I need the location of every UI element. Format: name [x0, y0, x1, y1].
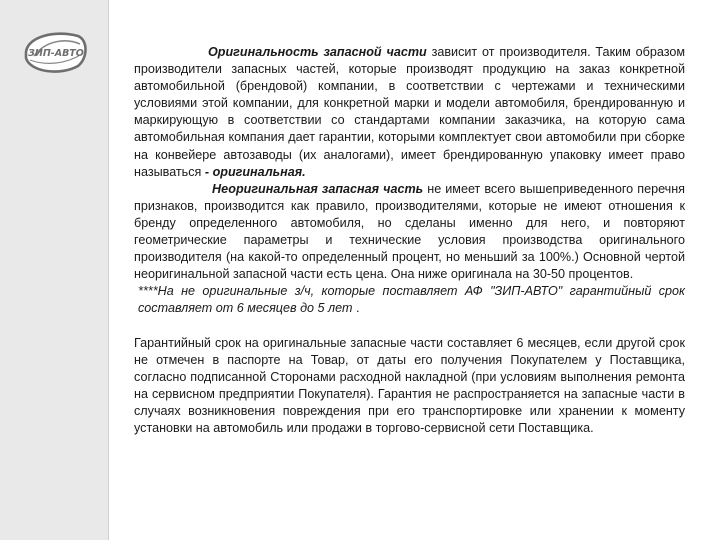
left-sidebar	[0, 0, 108, 540]
term-original-conclusion: - оригинальная.	[204, 164, 306, 179]
company-logo	[20, 28, 90, 76]
company-logo-icon	[20, 28, 90, 76]
warranty-note-text: ****На не оригинальные з/ч, которые поставляет АФ "ЗИП-АВТО" гарантийный срок составляет от 6 месяцев до 5 лет	[138, 284, 685, 316]
paragraph-original-text: зависит от производителя. Таким образом производители запасных частей, которые производят продукцию на заказ конкретной автомобильной (брендовой) компании, в соответствии с чертежами и техническими условиями этой компании, для конкретной марки и модели автомобиля, брендированную и маркирующую в соответствии со стандартами компании заказчика, на которую сама автомобильная компания дает гарантии, которыми комплектует свои автомобили при сборке на конвейере автозаводы (их аналогами), имеет брендированную упаковку имеет право называться	[134, 45, 686, 179]
logo-text: ЗИП-АВТО	[28, 48, 84, 59]
term-original: Оригинальность запасной части	[208, 45, 427, 59]
paragraph-original	[134, 44, 685, 181]
warranty-note	[134, 283, 685, 317]
sidebar-divider	[108, 0, 109, 540]
paragraph-non-original-text: не имеет всего вышеприведенного перечня признаков, производится как правило, производителями, которые не имеют отношения к бренду определенного автомобиля, но сделаны именно для него, и повторяют геометрические параметры и технические условия производства оригинального производителя (на какой-то определенный процент, но меньший за 100%.) Основной чертой неоригинальной запасной части есть цена. Она ниже оригинала на 30-50 процентов.	[134, 181, 686, 282]
document-body	[134, 44, 685, 437]
term-non-original: Неоригинальная запасная часть	[212, 181, 424, 196]
paragraph-warranty-text: Гарантийный срок на оригинальные запасные части составляет 6 месяцев, если другой срок не отмечен в паспорте на Товар, от даты его получения Покупателем у Поставщика, согласно подписанной Сторонами расходной накладной (при условиям выполнения ремонта на сервисном предприятии Покупателя). Гарантия не распространяется на запасные части в случаях возникновения повреждения при его транспортировке или хранении к моменту установки на автомобиль или продажи в торгово-сервисной сети Поставщика.	[134, 335, 685, 435]
paragraph-gap	[134, 318, 685, 335]
paragraph-non-original	[134, 181, 685, 284]
warranty-note-suffix: .	[352, 301, 360, 316]
paragraph-warranty	[134, 335, 685, 438]
